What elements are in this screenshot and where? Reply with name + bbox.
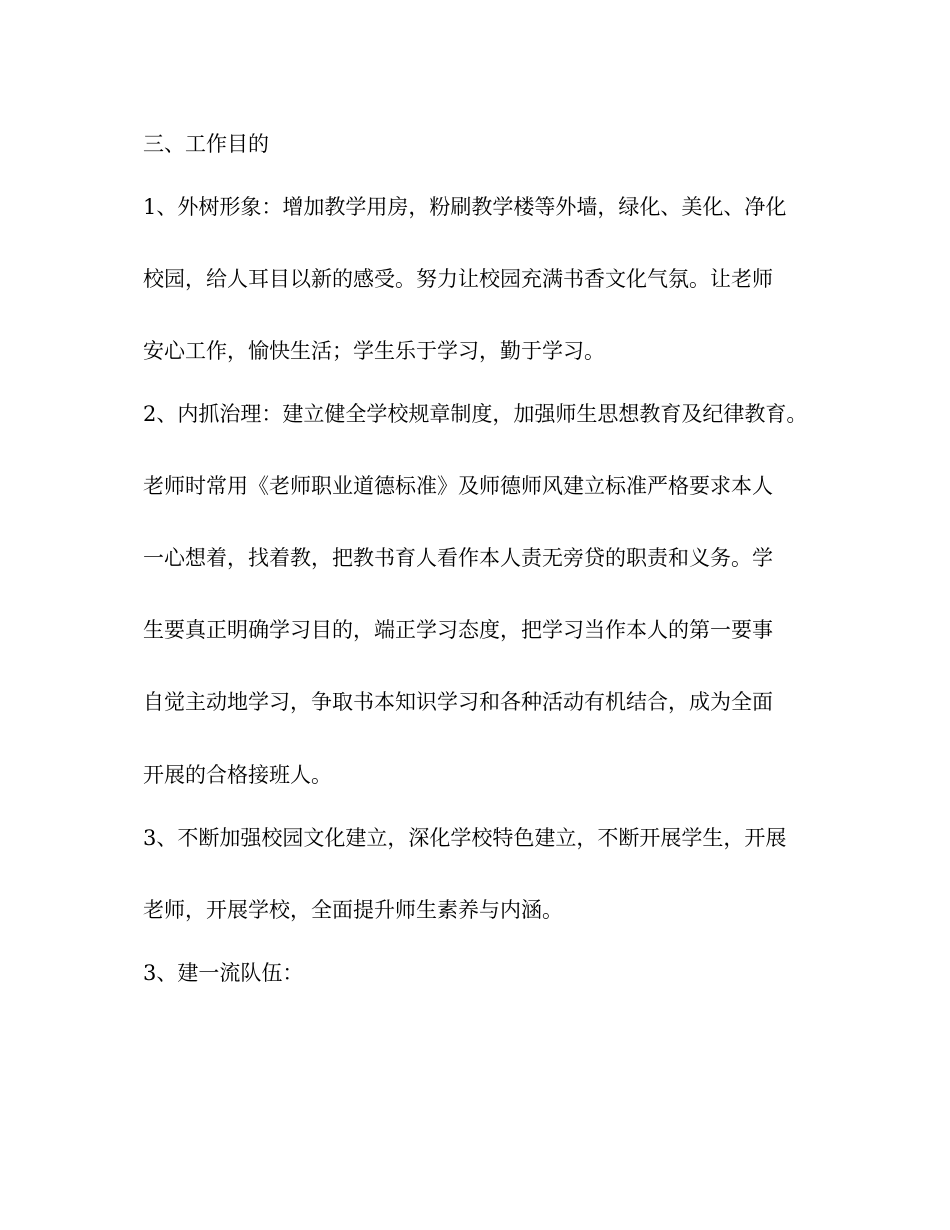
paragraph-line: 生要真正明确学习目的，端正学习态度，把学习当作本人的第一要事 xyxy=(143,618,773,642)
section-heading: 三、工作目的 xyxy=(143,132,269,156)
paragraph-line: 1、外树形象：增加教学用房，粉刷教学楼等外墙，绿化、美化、净化 xyxy=(143,195,787,219)
paragraph-line: 自觉主动地学习，争取书本知识学习和各种活动有机结合，成为全面 xyxy=(143,690,773,714)
paragraph-line: 3、不断加强校园文化建立，深化学校特色建立，不断开展学生，开展 xyxy=(143,826,787,850)
paragraph-line: 老师时常用《老师职业道德标准》及师德师风建立标准严格要求本人 xyxy=(143,474,773,498)
paragraph-line: 一心想着，找着教，把教书育人看作本人责无旁贷的职责和义务。学 xyxy=(143,546,773,570)
paragraph-line: 3、建一流队伍： xyxy=(143,961,304,985)
paragraph-line: 安心工作，愉快生活；学生乐于学习，勤于学习。 xyxy=(143,339,605,363)
paragraph-line: 开展的合格接班人。 xyxy=(143,763,332,787)
paragraph-line: 老师，开展学校，全面提升师生素养与内涵。 xyxy=(143,898,563,922)
paragraph-line: 校园，给人耳目以新的感受。努力让校园充满书香文化气氛。让老师 xyxy=(143,267,773,291)
paragraph-line: 2、内抓治理：建立健全学校规章制度，加强师生思想教育及纪律教育。 xyxy=(143,402,808,426)
